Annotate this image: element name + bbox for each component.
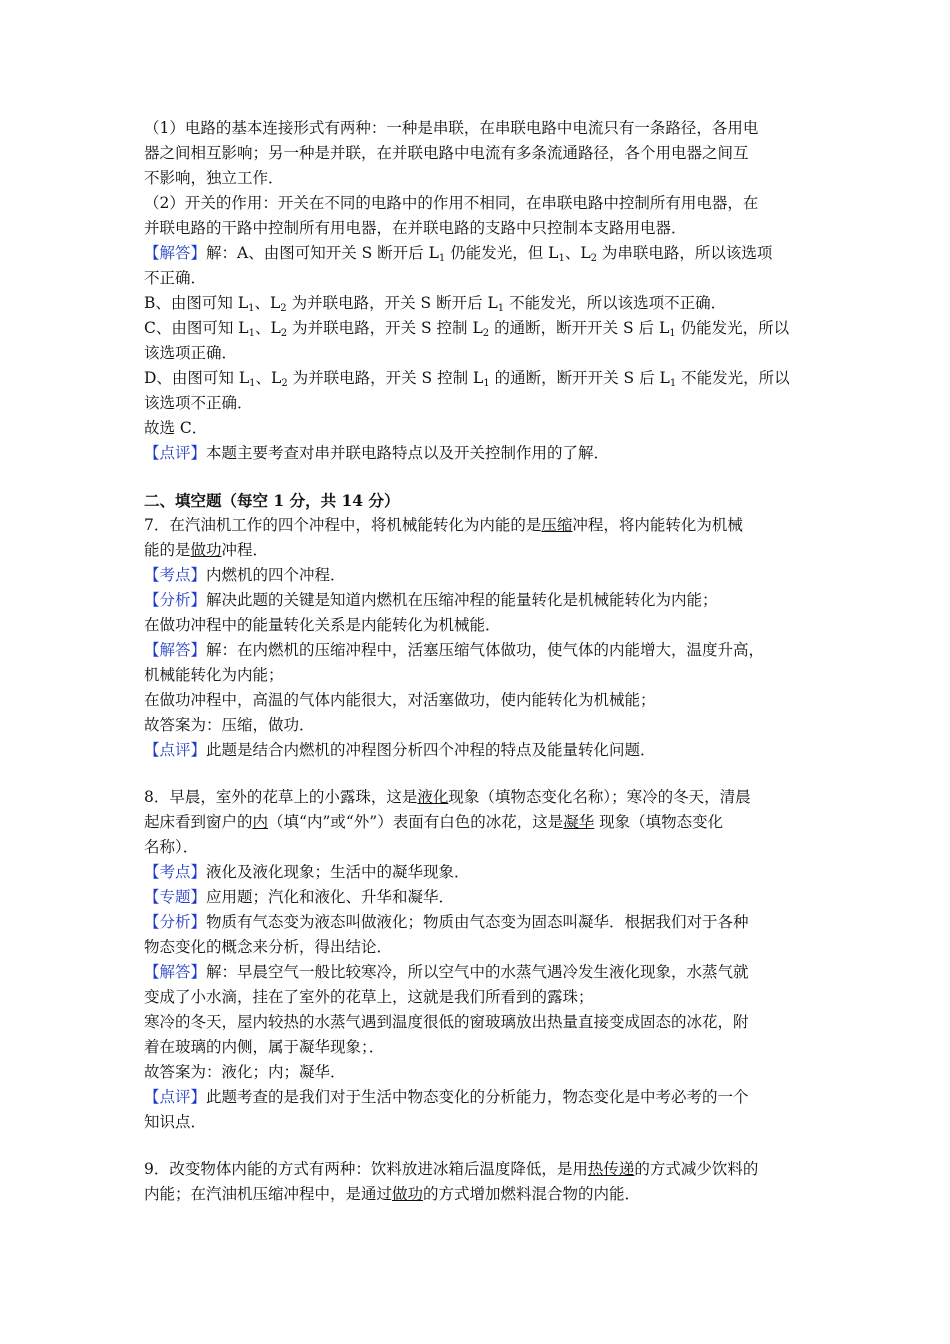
q8-stem (144, 785, 812, 810)
analysis-tag: 【分析】 (144, 913, 207, 931)
q8-topic (144, 885, 812, 910)
q8-answer (144, 960, 812, 985)
q6-answer-b (144, 291, 812, 316)
q8-answer-cont: 寒冷的冬天，屋内较热的水蒸气遇到温度很低的窗玻璃放出热量直接变成固态的冰花，附 (144, 1013, 749, 1031)
text: 的通断，断开开关 S 后 L (489, 369, 670, 387)
q6-intro-line: 并联电路的干路中控制所有用电器，在并联电路的支路中只控制本支路用电器． (144, 219, 687, 237)
document-page (144, 116, 812, 1207)
text: 的通断，断开开关 S 后 L (489, 319, 670, 337)
q6-answer-a-cont: 不正确． (144, 269, 207, 287)
q6-review (144, 441, 812, 466)
text: 解：A、由图可知开关 S 断开后 L (206, 244, 439, 262)
subscript: 2 (281, 378, 288, 389)
q6-choice: 故选 C． (144, 419, 208, 437)
spacer (144, 1135, 812, 1157)
subscript: 1 (497, 303, 505, 314)
q6-intro-line: 器之间相互影响；另一种是并联，在并联电路中电流有多条流通路径，各个用电器之间互 (144, 144, 749, 162)
q8-review (144, 1085, 812, 1110)
text: 此题考查的是我们对于生活中物态变化的分析能力，物态变化是中考必考的一个 (206, 1088, 749, 1106)
text: 本题主要考查对串并联电路特点以及开关控制作用的了解． (206, 444, 610, 462)
q7-point (144, 563, 812, 588)
spacer (144, 466, 812, 488)
q6-answer-d (144, 366, 812, 391)
text: 、L (254, 319, 281, 337)
text: 9．改变物体内能的方式有两种：饮料放进冰箱后温度降低，是用 (144, 1160, 588, 1178)
text: 冲程，将内能转化为机械 (572, 516, 743, 534)
answer-blank: 液化 (417, 788, 449, 806)
q8-stem (144, 810, 812, 835)
subscript: 1 (483, 378, 490, 389)
subscript: 1 (248, 303, 255, 314)
text: 为并联电路，开关 S 断开后 L (286, 294, 498, 312)
text: 、L (254, 294, 281, 312)
q7-answer-cont: 机械能转化为内能； (144, 666, 284, 684)
answer-tag: 【解答】 (144, 641, 207, 659)
subscript: 2 (590, 253, 597, 264)
review-tag: 【点评】 (144, 444, 207, 462)
q6-intro-line: （2）开关的作用：开关在不同的电路中的作用不相同，在串联电路中控制所有用电器，在 (144, 194, 759, 212)
text: （填“内”或“外”）表面有白色的冰花，这是 (268, 813, 564, 831)
q6-intro-line: 不影响，独立工作． (144, 169, 284, 187)
subscript: 2 (280, 328, 288, 339)
text: D、由图可知 L (144, 369, 250, 387)
text: 不能发光，所以 (676, 369, 790, 387)
text: 现象（填物态变化名称）；寒冷的冬天，清晨 (448, 788, 751, 806)
q8-review-cont: 知识点． (144, 1113, 207, 1131)
text: 应用题；汽化和液化、升华和凝华． (206, 888, 455, 906)
point-tag: 【考点】 (144, 566, 207, 584)
text: 仍能发光，所以 (675, 319, 790, 337)
text: 冲程． (221, 541, 269, 559)
text: 的方式增加燃料混合物的内能． (423, 1185, 641, 1203)
q7-stem (144, 538, 812, 563)
text: C、由图可知 L (144, 319, 249, 337)
q8-analysis-cont: 物态变化的概念来分析，得出结论． (144, 938, 393, 956)
q7-stem (144, 513, 812, 538)
analysis-tag: 【分析】 (144, 591, 207, 609)
text: 8．早晨，室外的花草上的小露珠，这是 (144, 788, 418, 806)
answer-blank: 内 (252, 813, 269, 831)
q6-solution (144, 116, 812, 466)
section-heading: 二、填空题（每空 1 分，共 14 分） (144, 491, 400, 510)
q6-answer-c (144, 316, 812, 341)
q7-analysis-cont: 在做功冲程中的能量转化关系是内能转化为机械能． (144, 616, 501, 634)
text: 7．在汽油机工作的四个冲程中，将机械能转化为内能的是 (144, 516, 542, 534)
subscript: 2 (280, 303, 287, 314)
text: 起床看到窗户的 (144, 813, 253, 831)
point-tag: 【考点】 (144, 863, 207, 881)
q7-answer-cont: 故答案为：压缩，做功． (144, 716, 315, 734)
subscript: 1 (669, 328, 676, 339)
q8-point (144, 860, 812, 885)
text: 解决此题的关键是知道内燃机在压缩冲程的能量转化是机械能转化为内能； (206, 591, 718, 609)
q7-answer (144, 638, 812, 663)
text: 仍能发光，但 L (445, 244, 559, 262)
question-7 (144, 513, 812, 763)
q8-stem: 名称）． (144, 838, 199, 856)
topic-tag: 【专题】 (144, 888, 207, 906)
text: 为并联电路，开关 S 控制 L (287, 369, 484, 387)
q6-answer-d-cont: 该选项不正确． (144, 394, 253, 412)
text: 、L (564, 244, 591, 262)
q8-answer-cont: 变成了小水滴，挂在了室外的花草上，这就是我们所看到的露珠； (144, 988, 594, 1006)
subscript: 2 (482, 328, 490, 339)
q7-analysis (144, 588, 812, 613)
q8-answer-cont: 着在玻璃的内侧，属于凝华现象；． (144, 1038, 385, 1056)
answer-blank: 热传递 (587, 1160, 635, 1178)
answer-blank: 做功 (190, 541, 222, 559)
subscript: 1 (248, 328, 255, 339)
text: 内能；在汽油机压缩冲程中，是通过 (144, 1185, 393, 1203)
q6-intro-line: （1）电路的基本连接形式有两种：一种是串联，在串联电路中电流只有一条路径，各用电 (144, 119, 759, 137)
text: 解：早晨空气一般比较寒冷，所以空气中的水蒸气遇冷发生液化现象，水蒸气就 (206, 963, 749, 981)
answer-blank: 凝华 (563, 813, 595, 831)
subscript: 1 (438, 253, 446, 264)
text: 、L (255, 369, 282, 387)
text: 能的是 (144, 541, 191, 559)
q9-stem (144, 1182, 812, 1207)
q8-answer-cont: 故答案为：液化；内；凝华． (144, 1063, 346, 1081)
text: 的方式减少饮料的 (634, 1160, 759, 1178)
text: 为串联电路，所以该选项 (596, 244, 773, 262)
question-9 (144, 1157, 812, 1207)
spacer (144, 763, 812, 785)
answer-blank: 做功 (392, 1185, 424, 1203)
review-tag: 【点评】 (144, 741, 207, 759)
text: 内燃机的四个冲程． (206, 566, 346, 584)
question-8 (144, 785, 812, 1135)
q7-review (144, 738, 812, 763)
text: 不能发光，所以该选项不正确． (504, 294, 727, 312)
text: 为并联电路，开关 S 控制 L (287, 319, 483, 337)
q7-answer-cont: 在做功冲程中，高温的气体内能很大，对活塞做功，使内能转化为机械能； (144, 691, 656, 709)
q8-analysis (144, 910, 812, 935)
text: 现象（填物态变化 (594, 813, 724, 831)
text: 物质有气态变为液态叫做液化；物质由气态变为固态叫凝华．根据我们对于各种 (206, 913, 749, 931)
q6-answer-a (144, 241, 812, 266)
text: B、由图可知 L (144, 294, 249, 312)
review-tag: 【点评】 (144, 1088, 207, 1106)
answer-tag: 【解答】 (144, 963, 207, 981)
text: 液化及液化现象；生活中的凝华现象． (206, 863, 470, 881)
subscript: 1 (249, 378, 256, 389)
answer-blank: 压缩 (541, 516, 573, 534)
subscript: 1 (558, 253, 565, 264)
text: 解：在内燃机的压缩冲程中，活塞压缩气体做功，使气体的内能增大，温度升高， (206, 641, 765, 659)
q9-stem (144, 1157, 812, 1182)
answer-tag: 【解答】 (144, 244, 207, 262)
text: 此题是结合内燃机的冲程图分析四个冲程的特点及能量转化问题． (206, 741, 656, 759)
q6-answer-c-cont: 该选项正确． (144, 344, 238, 362)
subscript: 1 (669, 378, 677, 389)
